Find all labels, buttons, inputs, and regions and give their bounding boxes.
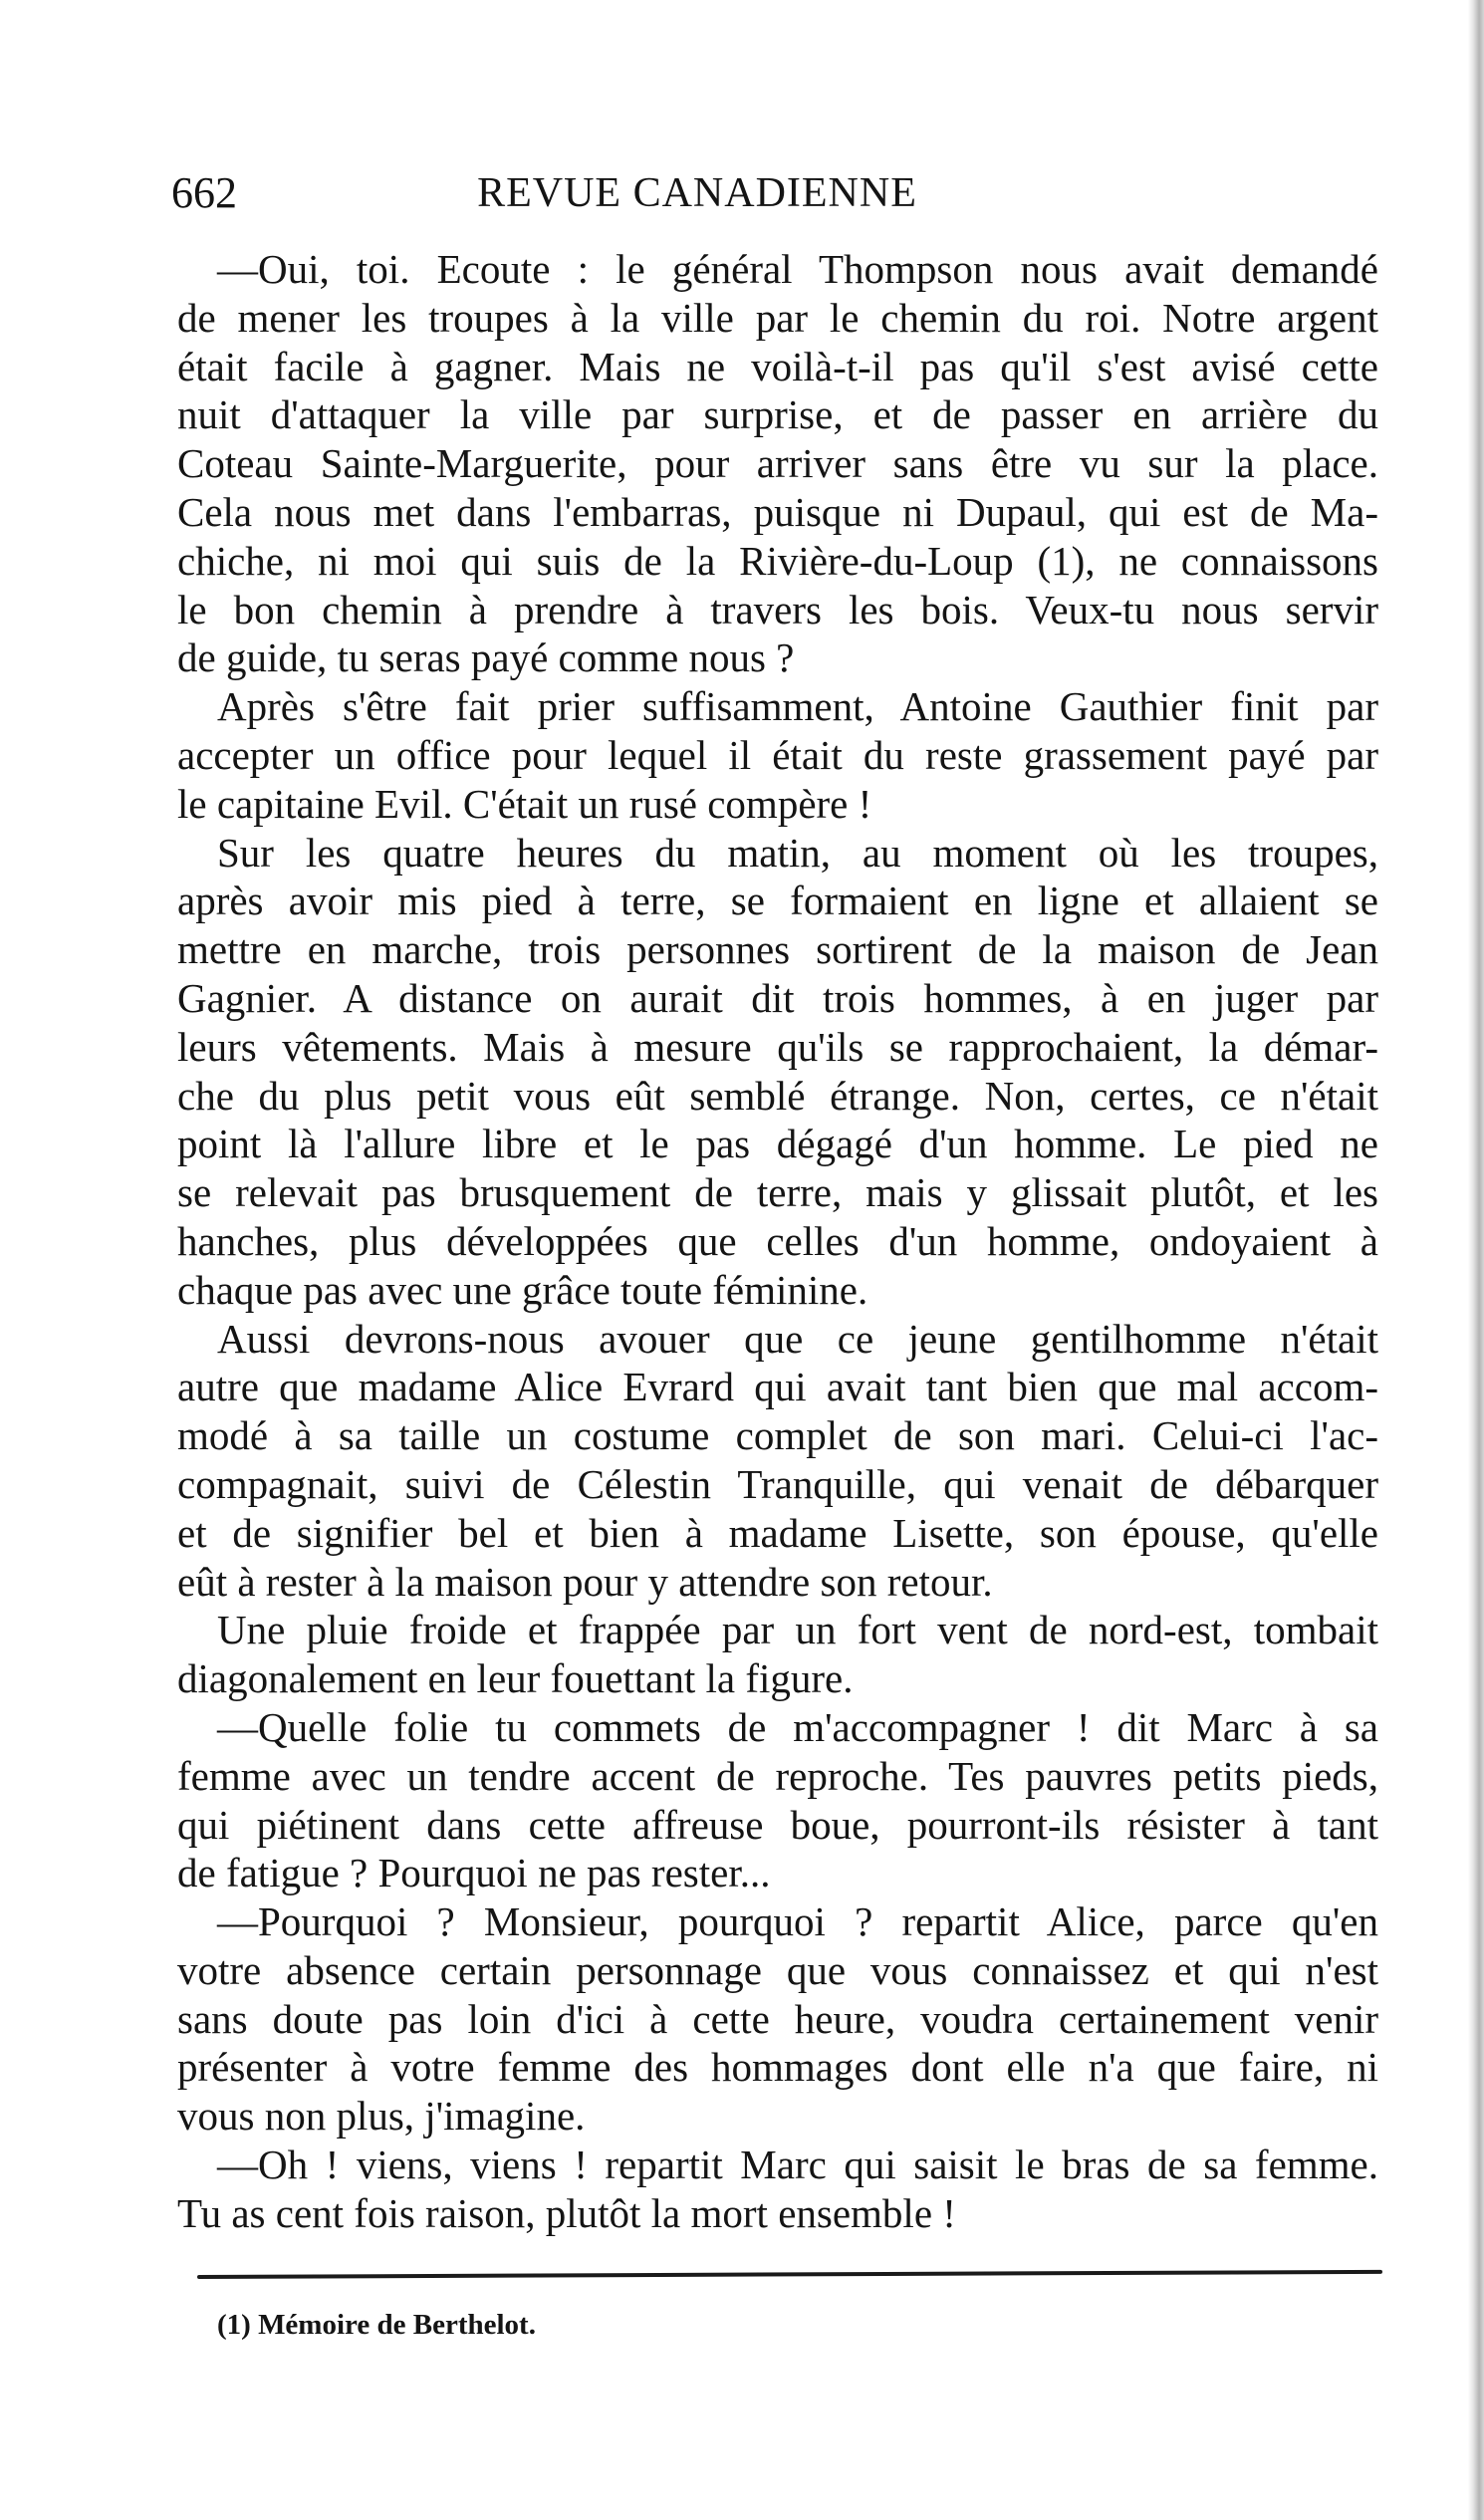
text-line: Cela nous met dans l'embarras, puisque ni Dupaul, qui est de Ma-	[177, 488, 1378, 535]
text-line: —Quelle folie tu commets de m'accompagner ! dit Marc à sa	[217, 1703, 1378, 1750]
paragraph	[177, 1315, 1378, 1607]
text-line: Une pluie froide et frappée par un fort vent de nord-est, tombait	[217, 1607, 1378, 1653]
text-line: Aussi devrons-nous avouer que ce jeune gentilhomme n'était	[217, 1315, 1378, 1362]
text-line: de fatigue ? Pourquoi ne pas rester...	[177, 1850, 771, 1896]
text-line: hanches, plus développées que celles d'un homme, ondoyaient à	[177, 1217, 1378, 1264]
text-line: sans doute pas loin d'ici à cette heure, voudra certainement venir	[177, 1995, 1378, 2042]
text-line: —Oh ! viens, viens ! repartit Marc qui saisit le bras de sa femme.	[217, 2142, 1378, 2188]
text-line: nuit d'attaquer la ville par surprise, et de passer en arrière du	[177, 391, 1378, 438]
text-line: che du plus petit vous eût semblé étrange. Non, certes, ce n'était	[177, 1072, 1378, 1119]
text-line: et de signifier bel et bien à madame Lisette, son épouse, qu'elle	[177, 1509, 1378, 1556]
text-line: votre absence certain personnage que vous connaissez et qui n'est	[177, 1946, 1378, 1993]
text-line: autre que madame Alice Evrard qui avait tant bien que mal accom-	[177, 1364, 1378, 1410]
paragraph	[177, 2141, 1378, 2238]
text-line: leurs vêtements. Mais à mesure qu'ils se rapprochaient, la démar-	[177, 1023, 1378, 1070]
paragraph	[177, 1703, 1378, 1897]
text-line: était facile à gagner. Mais ne voilà-t-il pas qu'il s'est avisé cette	[177, 343, 1378, 389]
page-number: 662	[171, 168, 237, 217]
text-line: le bon chemin à prendre à travers les bois. Veux-tu nous servir	[177, 586, 1378, 632]
paragraph	[177, 245, 1378, 682]
body-text	[177, 245, 1378, 2238]
paragraph	[177, 1606, 1378, 1703]
text-line: diagonalement en leur fouettant la figure.	[177, 1655, 854, 1702]
text-line: se relevait pas brusquement de terre, mais y glissait plutôt, et les	[177, 1169, 1378, 1216]
footnote: (1) Mémoire de Berthelot.	[217, 2309, 536, 2341]
text-line: après avoir mis pied à terre, se formaient en ligne et allaient se	[177, 878, 1378, 924]
text-line: de mener les troupes à la ville par le chemin du roi. Notre argent	[177, 294, 1378, 341]
paragraph	[177, 682, 1378, 828]
text-line: compagnait, suivi de Célestin Tranquille, qui venait de débarquer	[177, 1460, 1378, 1507]
text-line: le capitaine Evil. C'était un rusé compère !	[177, 780, 872, 827]
text-line: chaque pas avec une grâce toute féminine.	[177, 1266, 868, 1313]
text-line: Après s'être fait prier suffisamment, Antoine Gauthier finit par	[217, 683, 1378, 730]
text-line: femme avec un tendre accent de reproche. Tes pauvres petits pieds,	[177, 1752, 1378, 1799]
text-line: Sur les quatre heures du matin, au moment où les troupes,	[217, 829, 1378, 876]
text-line: présenter à votre femme des hommages dont elle n'a que faire, ni	[177, 2044, 1378, 2091]
text-line: de guide, tu seras payé comme nous ?	[177, 634, 795, 681]
text-line: accepter un office pour lequel il était du reste grassement payé par	[177, 731, 1378, 778]
text-line: Coteau Sainte-Marguerite, pour arriver sans être vu sur la place.	[177, 440, 1378, 487]
running-head: REVUE CANADIENNE	[477, 170, 917, 216]
text-line: qui piétinent dans cette affreuse boue, pourront-ils résister à tant	[177, 1801, 1378, 1848]
text-line: —Oui, toi. Ecoute : le général Thompson nous avait demandé	[217, 246, 1378, 292]
text-line: mettre en marche, trois personnes sortirent de la maison de Jean	[177, 926, 1378, 973]
text-line: modé à sa taille un costume complet de son mari. Celui-ci l'ac-	[177, 1412, 1378, 1459]
text-line: Tu as cent fois raison, plutôt la mort ensemble !	[177, 2189, 956, 2236]
text-line: point là l'allure libre et le pas dégagé d'un homme. Le pied ne	[177, 1121, 1378, 1167]
text-line: eût à rester à la maison pour y attendre son retour.	[177, 1558, 993, 1605]
paragraph	[177, 1897, 1378, 2141]
text-line: chiche, ni moi qui suis de la Rivière-du-Loup (1), ne connaissons	[177, 537, 1378, 584]
scan-edge-shadow	[1468, 0, 1484, 2520]
paragraph	[177, 829, 1378, 1315]
footnote-rule	[197, 2270, 1382, 2279]
text-line: vous non plus, j'imagine.	[177, 2093, 586, 2140]
text-line: Gagnier. A distance on aurait dit trois hommes, à en juger par	[177, 974, 1378, 1021]
text-line: —Pourquoi ? Monsieur, pourquoi ? repartit Alice, parce qu'en	[217, 1898, 1378, 1945]
